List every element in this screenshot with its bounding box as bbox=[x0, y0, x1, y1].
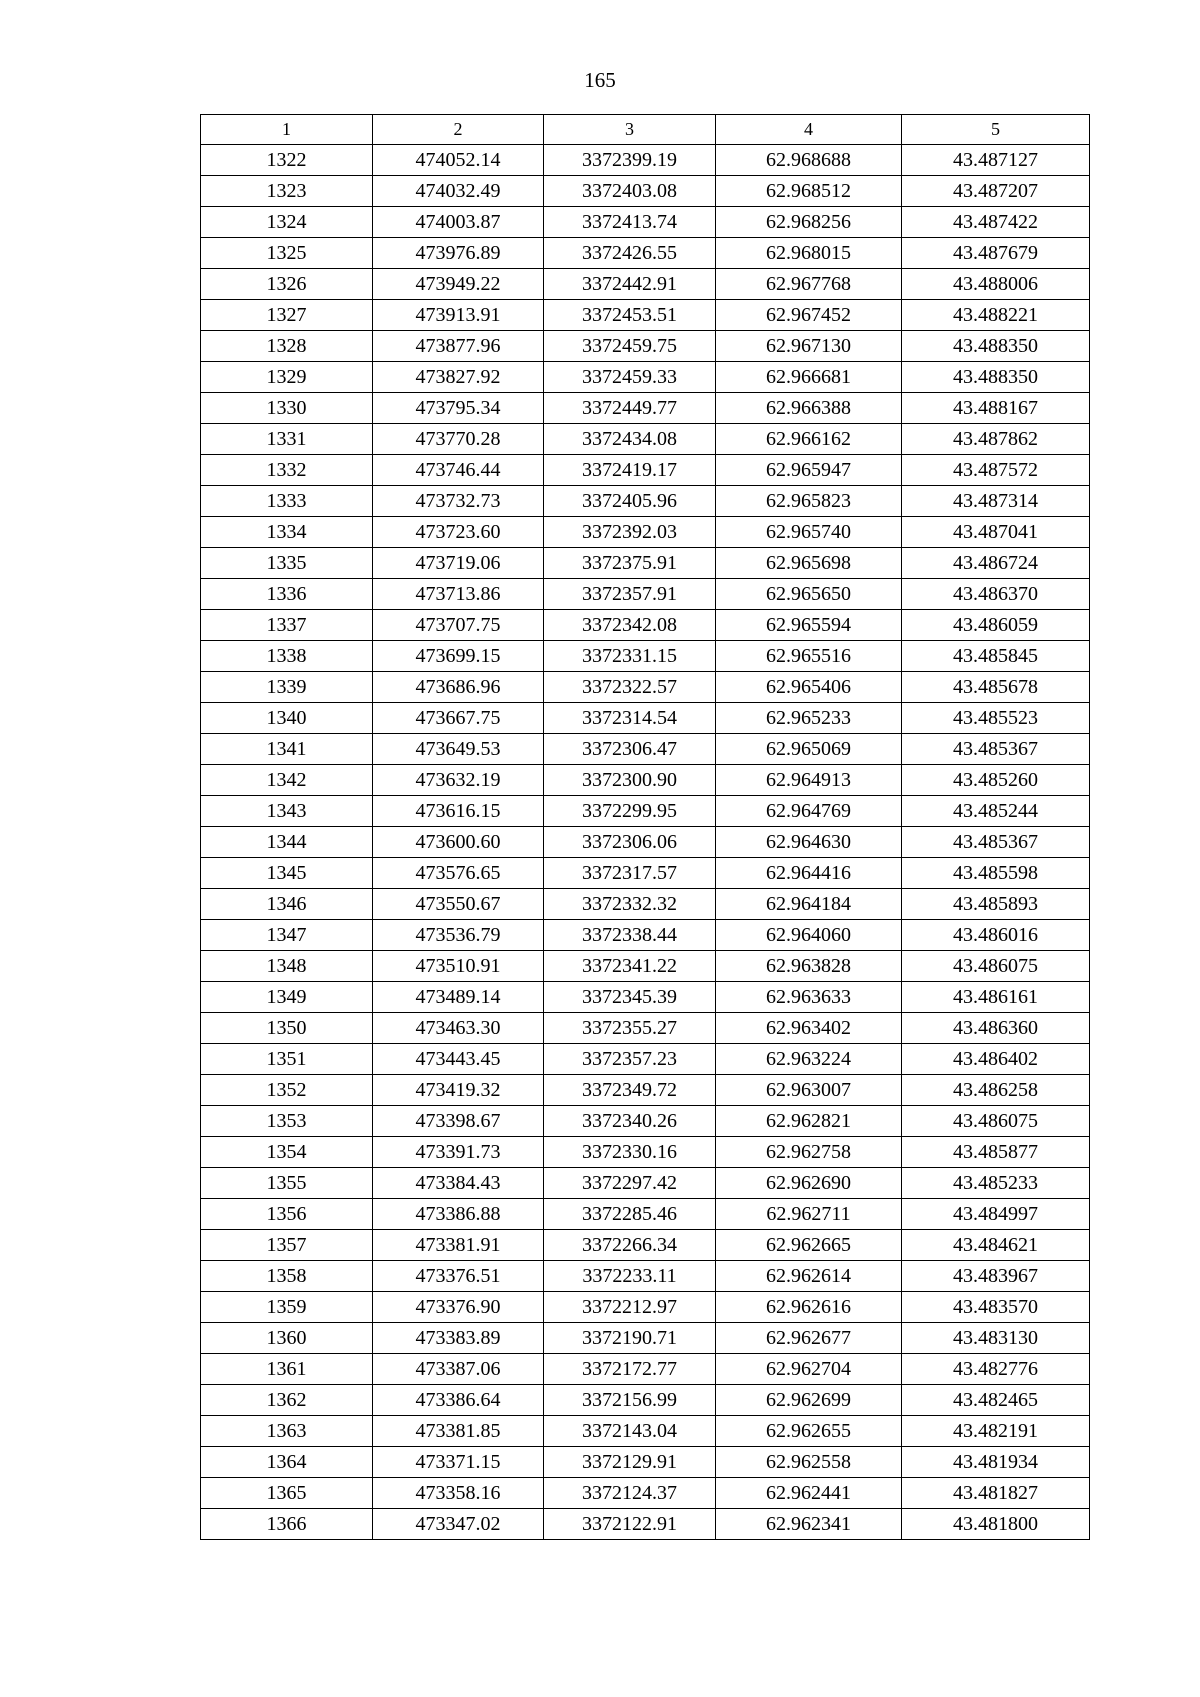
point-number-cell: 1346 bbox=[201, 889, 373, 920]
latitude-cell: 43.487041 bbox=[902, 517, 1090, 548]
table-row bbox=[201, 238, 1090, 269]
y-coordinate-cell: 3372297.42 bbox=[544, 1168, 716, 1199]
table-row bbox=[201, 1044, 1090, 1075]
y-coordinate-cell: 3372434.08 bbox=[544, 424, 716, 455]
longitude-cell: 62.962677 bbox=[716, 1323, 902, 1354]
x-coordinate-cell: 473443.45 bbox=[373, 1044, 544, 1075]
longitude-cell: 62.964416 bbox=[716, 858, 902, 889]
y-coordinate-cell: 3372299.95 bbox=[544, 796, 716, 827]
point-number-cell: 1352 bbox=[201, 1075, 373, 1106]
y-coordinate-cell: 3372317.57 bbox=[544, 858, 716, 889]
longitude-cell: 62.962341 bbox=[716, 1509, 902, 1540]
y-coordinate-cell: 3372345.39 bbox=[544, 982, 716, 1013]
latitude-cell: 43.486724 bbox=[902, 548, 1090, 579]
y-coordinate-cell: 3372285.46 bbox=[544, 1199, 716, 1230]
x-coordinate-cell: 473376.51 bbox=[373, 1261, 544, 1292]
x-coordinate-cell: 473600.60 bbox=[373, 827, 544, 858]
longitude-cell: 62.962655 bbox=[716, 1416, 902, 1447]
longitude-cell: 62.963007 bbox=[716, 1075, 902, 1106]
longitude-cell: 62.962441 bbox=[716, 1478, 902, 1509]
latitude-cell: 43.487862 bbox=[902, 424, 1090, 455]
point-number-cell: 1331 bbox=[201, 424, 373, 455]
point-number-cell: 1343 bbox=[201, 796, 373, 827]
longitude-cell: 62.962704 bbox=[716, 1354, 902, 1385]
table-row bbox=[201, 1168, 1090, 1199]
x-coordinate-cell: 473723.60 bbox=[373, 517, 544, 548]
point-number-cell: 1357 bbox=[201, 1230, 373, 1261]
latitude-cell: 43.485260 bbox=[902, 765, 1090, 796]
table-row bbox=[201, 1199, 1090, 1230]
column-header: 3 bbox=[544, 115, 716, 145]
longitude-cell: 62.965069 bbox=[716, 734, 902, 765]
y-coordinate-cell: 3372357.91 bbox=[544, 579, 716, 610]
table-row bbox=[201, 734, 1090, 765]
y-coordinate-cell: 3372300.90 bbox=[544, 765, 716, 796]
y-coordinate-cell: 3372266.34 bbox=[544, 1230, 716, 1261]
longitude-cell: 62.962821 bbox=[716, 1106, 902, 1137]
point-number-cell: 1362 bbox=[201, 1385, 373, 1416]
longitude-cell: 62.964769 bbox=[716, 796, 902, 827]
longitude-cell: 62.963224 bbox=[716, 1044, 902, 1075]
latitude-cell: 43.487679 bbox=[902, 238, 1090, 269]
latitude-cell: 43.488167 bbox=[902, 393, 1090, 424]
point-number-cell: 1365 bbox=[201, 1478, 373, 1509]
column-header: 4 bbox=[716, 115, 902, 145]
y-coordinate-cell: 3372403.08 bbox=[544, 176, 716, 207]
point-number-cell: 1323 bbox=[201, 176, 373, 207]
point-number-cell: 1354 bbox=[201, 1137, 373, 1168]
x-coordinate-cell: 473381.91 bbox=[373, 1230, 544, 1261]
y-coordinate-cell: 3372190.71 bbox=[544, 1323, 716, 1354]
table-row bbox=[201, 827, 1090, 858]
x-coordinate-cell: 474003.87 bbox=[373, 207, 544, 238]
x-coordinate-cell: 474032.49 bbox=[373, 176, 544, 207]
latitude-cell: 43.484997 bbox=[902, 1199, 1090, 1230]
x-coordinate-cell: 474052.14 bbox=[373, 145, 544, 176]
table-row bbox=[201, 207, 1090, 238]
longitude-cell: 62.962758 bbox=[716, 1137, 902, 1168]
table-row bbox=[201, 269, 1090, 300]
y-coordinate-cell: 3372349.72 bbox=[544, 1075, 716, 1106]
y-coordinate-cell: 3372375.91 bbox=[544, 548, 716, 579]
longitude-cell: 62.968512 bbox=[716, 176, 902, 207]
latitude-cell: 43.487127 bbox=[902, 145, 1090, 176]
latitude-cell: 43.487207 bbox=[902, 176, 1090, 207]
longitude-cell: 62.963828 bbox=[716, 951, 902, 982]
longitude-cell: 62.966388 bbox=[716, 393, 902, 424]
table-row bbox=[201, 1385, 1090, 1416]
y-coordinate-cell: 3372338.44 bbox=[544, 920, 716, 951]
latitude-cell: 43.488350 bbox=[902, 331, 1090, 362]
longitude-cell: 62.962558 bbox=[716, 1447, 902, 1478]
x-coordinate-cell: 473398.67 bbox=[373, 1106, 544, 1137]
latitude-cell: 43.483967 bbox=[902, 1261, 1090, 1292]
y-coordinate-cell: 3372340.26 bbox=[544, 1106, 716, 1137]
x-coordinate-cell: 473913.91 bbox=[373, 300, 544, 331]
table-row bbox=[201, 1230, 1090, 1261]
y-coordinate-cell: 3372156.99 bbox=[544, 1385, 716, 1416]
point-number-cell: 1353 bbox=[201, 1106, 373, 1137]
table-row bbox=[201, 1106, 1090, 1137]
latitude-cell: 43.485367 bbox=[902, 734, 1090, 765]
y-coordinate-cell: 3372342.08 bbox=[544, 610, 716, 641]
y-coordinate-cell: 3372306.47 bbox=[544, 734, 716, 765]
latitude-cell: 43.485244 bbox=[902, 796, 1090, 827]
table-row bbox=[201, 889, 1090, 920]
longitude-cell: 62.964630 bbox=[716, 827, 902, 858]
point-number-cell: 1329 bbox=[201, 362, 373, 393]
x-coordinate-cell: 473713.86 bbox=[373, 579, 544, 610]
point-number-cell: 1333 bbox=[201, 486, 373, 517]
table-row bbox=[201, 1323, 1090, 1354]
y-coordinate-cell: 3372442.91 bbox=[544, 269, 716, 300]
latitude-cell: 43.487422 bbox=[902, 207, 1090, 238]
x-coordinate-cell: 473536.79 bbox=[373, 920, 544, 951]
table-row bbox=[201, 1013, 1090, 1044]
point-number-cell: 1348 bbox=[201, 951, 373, 982]
table-row bbox=[201, 765, 1090, 796]
table-row bbox=[201, 796, 1090, 827]
longitude-cell: 62.966162 bbox=[716, 424, 902, 455]
table-row bbox=[201, 951, 1090, 982]
x-coordinate-cell: 473358.16 bbox=[373, 1478, 544, 1509]
point-number-cell: 1359 bbox=[201, 1292, 373, 1323]
x-coordinate-cell: 473381.85 bbox=[373, 1416, 544, 1447]
longitude-cell: 62.965516 bbox=[716, 641, 902, 672]
longitude-cell: 62.963402 bbox=[716, 1013, 902, 1044]
latitude-cell: 43.482776 bbox=[902, 1354, 1090, 1385]
table-body bbox=[201, 115, 1090, 1540]
point-number-cell: 1336 bbox=[201, 579, 373, 610]
latitude-cell: 43.486402 bbox=[902, 1044, 1090, 1075]
table-row bbox=[201, 1075, 1090, 1106]
y-coordinate-cell: 3372419.17 bbox=[544, 455, 716, 486]
point-number-cell: 1335 bbox=[201, 548, 373, 579]
column-header: 1 bbox=[201, 115, 373, 145]
latitude-cell: 43.482191 bbox=[902, 1416, 1090, 1447]
y-coordinate-cell: 3372453.51 bbox=[544, 300, 716, 331]
latitude-cell: 43.481827 bbox=[902, 1478, 1090, 1509]
y-coordinate-cell: 3372332.32 bbox=[544, 889, 716, 920]
table-row bbox=[201, 455, 1090, 486]
longitude-cell: 62.965594 bbox=[716, 610, 902, 641]
y-coordinate-cell: 3372449.77 bbox=[544, 393, 716, 424]
table-row bbox=[201, 858, 1090, 889]
y-coordinate-cell: 3372413.74 bbox=[544, 207, 716, 238]
longitude-cell: 62.965947 bbox=[716, 455, 902, 486]
table-row bbox=[201, 362, 1090, 393]
y-coordinate-cell: 3372399.19 bbox=[544, 145, 716, 176]
y-coordinate-cell: 3372341.22 bbox=[544, 951, 716, 982]
y-coordinate-cell: 3372392.03 bbox=[544, 517, 716, 548]
table-row bbox=[201, 1354, 1090, 1385]
latitude-cell: 43.486258 bbox=[902, 1075, 1090, 1106]
point-number-cell: 1347 bbox=[201, 920, 373, 951]
x-coordinate-cell: 473576.65 bbox=[373, 858, 544, 889]
longitude-cell: 62.962690 bbox=[716, 1168, 902, 1199]
point-number-cell: 1358 bbox=[201, 1261, 373, 1292]
longitude-cell: 62.963633 bbox=[716, 982, 902, 1013]
point-number-cell: 1322 bbox=[201, 145, 373, 176]
y-coordinate-cell: 3372357.23 bbox=[544, 1044, 716, 1075]
latitude-cell: 43.486370 bbox=[902, 579, 1090, 610]
longitude-cell: 62.962614 bbox=[716, 1261, 902, 1292]
latitude-cell: 43.485523 bbox=[902, 703, 1090, 734]
longitude-cell: 62.965406 bbox=[716, 672, 902, 703]
point-number-cell: 1351 bbox=[201, 1044, 373, 1075]
point-number-cell: 1363 bbox=[201, 1416, 373, 1447]
table-header-row bbox=[201, 115, 1090, 145]
latitude-cell: 43.485893 bbox=[902, 889, 1090, 920]
longitude-cell: 62.965233 bbox=[716, 703, 902, 734]
point-number-cell: 1334 bbox=[201, 517, 373, 548]
y-coordinate-cell: 3372212.97 bbox=[544, 1292, 716, 1323]
latitude-cell: 43.482465 bbox=[902, 1385, 1090, 1416]
point-number-cell: 1338 bbox=[201, 641, 373, 672]
latitude-cell: 43.485877 bbox=[902, 1137, 1090, 1168]
longitude-cell: 62.964060 bbox=[716, 920, 902, 951]
y-coordinate-cell: 3372143.04 bbox=[544, 1416, 716, 1447]
table-row bbox=[201, 1478, 1090, 1509]
latitude-cell: 43.486059 bbox=[902, 610, 1090, 641]
x-coordinate-cell: 473949.22 bbox=[373, 269, 544, 300]
table-row bbox=[201, 1261, 1090, 1292]
point-number-cell: 1339 bbox=[201, 672, 373, 703]
longitude-cell: 62.962711 bbox=[716, 1199, 902, 1230]
x-coordinate-cell: 473707.75 bbox=[373, 610, 544, 641]
longitude-cell: 62.968015 bbox=[716, 238, 902, 269]
x-coordinate-cell: 473632.19 bbox=[373, 765, 544, 796]
y-coordinate-cell: 3372426.55 bbox=[544, 238, 716, 269]
x-coordinate-cell: 473386.88 bbox=[373, 1199, 544, 1230]
point-number-cell: 1324 bbox=[201, 207, 373, 238]
x-coordinate-cell: 473391.73 bbox=[373, 1137, 544, 1168]
table-row bbox=[201, 641, 1090, 672]
point-number-cell: 1327 bbox=[201, 300, 373, 331]
table-row bbox=[201, 300, 1090, 331]
x-coordinate-cell: 473719.06 bbox=[373, 548, 544, 579]
x-coordinate-cell: 473376.90 bbox=[373, 1292, 544, 1323]
table-row bbox=[201, 920, 1090, 951]
point-number-cell: 1356 bbox=[201, 1199, 373, 1230]
y-coordinate-cell: 3372129.91 bbox=[544, 1447, 716, 1478]
page-number: 165 bbox=[584, 68, 616, 92]
longitude-cell: 62.965698 bbox=[716, 548, 902, 579]
longitude-cell: 62.968256 bbox=[716, 207, 902, 238]
longitude-cell: 62.962665 bbox=[716, 1230, 902, 1261]
table-row bbox=[201, 1137, 1090, 1168]
point-number-cell: 1345 bbox=[201, 858, 373, 889]
latitude-cell: 43.485367 bbox=[902, 827, 1090, 858]
table-row bbox=[201, 393, 1090, 424]
table-row bbox=[201, 672, 1090, 703]
latitude-cell: 43.481934 bbox=[902, 1447, 1090, 1478]
y-coordinate-cell: 3372331.15 bbox=[544, 641, 716, 672]
longitude-cell: 62.967768 bbox=[716, 269, 902, 300]
table-row bbox=[201, 1416, 1090, 1447]
longitude-cell: 62.964184 bbox=[716, 889, 902, 920]
x-coordinate-cell: 473419.32 bbox=[373, 1075, 544, 1106]
y-coordinate-cell: 3372330.16 bbox=[544, 1137, 716, 1168]
longitude-cell: 62.968688 bbox=[716, 145, 902, 176]
latitude-cell: 43.485678 bbox=[902, 672, 1090, 703]
y-coordinate-cell: 3372306.06 bbox=[544, 827, 716, 858]
point-number-cell: 1342 bbox=[201, 765, 373, 796]
point-number-cell: 1344 bbox=[201, 827, 373, 858]
table-row bbox=[201, 145, 1090, 176]
table-row bbox=[201, 517, 1090, 548]
latitude-cell: 43.485233 bbox=[902, 1168, 1090, 1199]
table-row bbox=[201, 579, 1090, 610]
longitude-cell: 62.962699 bbox=[716, 1385, 902, 1416]
y-coordinate-cell: 3372459.33 bbox=[544, 362, 716, 393]
coordinates-table bbox=[200, 114, 1090, 1540]
column-header: 5 bbox=[902, 115, 1090, 145]
latitude-cell: 43.487314 bbox=[902, 486, 1090, 517]
point-number-cell: 1349 bbox=[201, 982, 373, 1013]
point-number-cell: 1337 bbox=[201, 610, 373, 641]
y-coordinate-cell: 3372122.91 bbox=[544, 1509, 716, 1540]
latitude-cell: 43.488221 bbox=[902, 300, 1090, 331]
latitude-cell: 43.487572 bbox=[902, 455, 1090, 486]
latitude-cell: 43.488006 bbox=[902, 269, 1090, 300]
table-row bbox=[201, 1447, 1090, 1478]
table-row bbox=[201, 548, 1090, 579]
x-coordinate-cell: 473463.30 bbox=[373, 1013, 544, 1044]
longitude-cell: 62.967452 bbox=[716, 300, 902, 331]
latitude-cell: 43.486075 bbox=[902, 1106, 1090, 1137]
point-number-cell: 1328 bbox=[201, 331, 373, 362]
x-coordinate-cell: 473732.73 bbox=[373, 486, 544, 517]
x-coordinate-cell: 473550.67 bbox=[373, 889, 544, 920]
point-number-cell: 1330 bbox=[201, 393, 373, 424]
x-coordinate-cell: 473795.34 bbox=[373, 393, 544, 424]
y-coordinate-cell: 3372172.77 bbox=[544, 1354, 716, 1385]
latitude-cell: 43.486360 bbox=[902, 1013, 1090, 1044]
point-number-cell: 1350 bbox=[201, 1013, 373, 1044]
latitude-cell: 43.488350 bbox=[902, 362, 1090, 393]
point-number-cell: 1325 bbox=[201, 238, 373, 269]
x-coordinate-cell: 473387.06 bbox=[373, 1354, 544, 1385]
x-coordinate-cell: 473699.15 bbox=[373, 641, 544, 672]
x-coordinate-cell: 473667.75 bbox=[373, 703, 544, 734]
latitude-cell: 43.484621 bbox=[902, 1230, 1090, 1261]
x-coordinate-cell: 473746.44 bbox=[373, 455, 544, 486]
longitude-cell: 62.965650 bbox=[716, 579, 902, 610]
x-coordinate-cell: 473371.15 bbox=[373, 1447, 544, 1478]
table-row bbox=[201, 176, 1090, 207]
x-coordinate-cell: 473384.43 bbox=[373, 1168, 544, 1199]
point-number-cell: 1341 bbox=[201, 734, 373, 765]
y-coordinate-cell: 3372322.57 bbox=[544, 672, 716, 703]
table-row bbox=[201, 610, 1090, 641]
point-number-cell: 1366 bbox=[201, 1509, 373, 1540]
point-number-cell: 1326 bbox=[201, 269, 373, 300]
x-coordinate-cell: 473976.89 bbox=[373, 238, 544, 269]
latitude-cell: 43.486016 bbox=[902, 920, 1090, 951]
x-coordinate-cell: 473616.15 bbox=[373, 796, 544, 827]
x-coordinate-cell: 473489.14 bbox=[373, 982, 544, 1013]
longitude-cell: 62.965823 bbox=[716, 486, 902, 517]
table-row bbox=[201, 982, 1090, 1013]
longitude-cell: 62.964913 bbox=[716, 765, 902, 796]
latitude-cell: 43.485598 bbox=[902, 858, 1090, 889]
table-row bbox=[201, 486, 1090, 517]
longitude-cell: 62.966681 bbox=[716, 362, 902, 393]
x-coordinate-cell: 473510.91 bbox=[373, 951, 544, 982]
x-coordinate-cell: 473827.92 bbox=[373, 362, 544, 393]
x-coordinate-cell: 473686.96 bbox=[373, 672, 544, 703]
column-header: 2 bbox=[373, 115, 544, 145]
latitude-cell: 43.483130 bbox=[902, 1323, 1090, 1354]
x-coordinate-cell: 473347.02 bbox=[373, 1509, 544, 1540]
x-coordinate-cell: 473386.64 bbox=[373, 1385, 544, 1416]
table-row bbox=[201, 1509, 1090, 1540]
point-number-cell: 1360 bbox=[201, 1323, 373, 1354]
x-coordinate-cell: 473383.89 bbox=[373, 1323, 544, 1354]
latitude-cell: 43.481800 bbox=[902, 1509, 1090, 1540]
latitude-cell: 43.483570 bbox=[902, 1292, 1090, 1323]
y-coordinate-cell: 3372459.75 bbox=[544, 331, 716, 362]
table-row bbox=[201, 1292, 1090, 1323]
point-number-cell: 1364 bbox=[201, 1447, 373, 1478]
point-number-cell: 1332 bbox=[201, 455, 373, 486]
latitude-cell: 43.486161 bbox=[902, 982, 1090, 1013]
longitude-cell: 62.962616 bbox=[716, 1292, 902, 1323]
table-row bbox=[201, 424, 1090, 455]
table-row bbox=[201, 331, 1090, 362]
point-number-cell: 1361 bbox=[201, 1354, 373, 1385]
x-coordinate-cell: 473877.96 bbox=[373, 331, 544, 362]
y-coordinate-cell: 3372233.11 bbox=[544, 1261, 716, 1292]
point-number-cell: 1355 bbox=[201, 1168, 373, 1199]
y-coordinate-cell: 3372314.54 bbox=[544, 703, 716, 734]
point-number-cell: 1340 bbox=[201, 703, 373, 734]
x-coordinate-cell: 473649.53 bbox=[373, 734, 544, 765]
longitude-cell: 62.967130 bbox=[716, 331, 902, 362]
y-coordinate-cell: 3372405.96 bbox=[544, 486, 716, 517]
y-coordinate-cell: 3372124.37 bbox=[544, 1478, 716, 1509]
table-row bbox=[201, 703, 1090, 734]
x-coordinate-cell: 473770.28 bbox=[373, 424, 544, 455]
latitude-cell: 43.486075 bbox=[902, 951, 1090, 982]
latitude-cell: 43.485845 bbox=[902, 641, 1090, 672]
longitude-cell: 62.965740 bbox=[716, 517, 902, 548]
y-coordinate-cell: 3372355.27 bbox=[544, 1013, 716, 1044]
